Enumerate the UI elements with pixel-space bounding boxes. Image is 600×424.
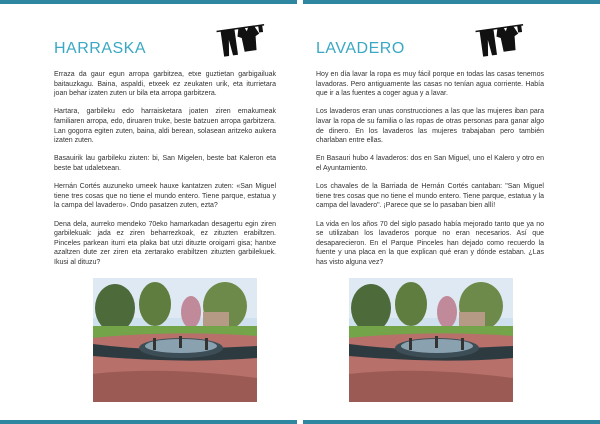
- laundry-line-icon: [475, 14, 527, 66]
- paragraph: Hartara, garbileku edo harraisketara joaten ziren emakumeak familiaren arropa, edo, diruaren truke, beste batzuen arropa garbitzera. Lan gogorra egiten zuten, baina, aldi berean, solasean aritzeko aukera izaten zuten.: [54, 108, 276, 145]
- paragraph: La vida en los años 70 del siglo pasado había mejorado tanto que ya no se utilizaban los lavaderos porque no eran necesarios. Así que desaparecieron. En el Parque Pinceles han dejado como recuerdo la fuente y una placa en la que explican qué eran y dónde estaban. ¿Las has visto alguna vez?: [316, 220, 544, 266]
- paragraph: En Basauri hubo 4 lavaderos: dos en San Miguel, uno el Kalero y otro en el Ayuntamiento.: [316, 155, 544, 172]
- page-title: HARRASKA: [54, 40, 147, 57]
- page-spanish: [303, 4, 600, 420]
- paragraph: Los chavales de la Barriada de Hernán Cortés cantaban: "San Miguel tiene tres cosas que no tiene el mundo entero. Tiene parque, estatua y la campa del lavadero". ¡Parece que se lo pasaban bien allí!: [316, 183, 544, 210]
- lavadero-fountain-photo: [349, 278, 513, 402]
- page-body: [54, 70, 276, 276]
- paragraph: Erraza da gaur egun arropa garbitzea, etxe guztietan garbigailuak baitauzkagu. Baina, aspaldi, etxeek ez zeukaten urik, eta iturrietara joan behar izaten zuten ur bila eta arropa garbitzera.: [54, 71, 276, 98]
- paragraph: Los lavaderos eran unas construcciones a las que las mujeres iban para lavar la ropa de su familia o las ropas de otras personas para ganar algo de dinero. En los lavaderos las mujeres trabajaban pero también charlaban entre ellas.: [316, 108, 544, 145]
- page-title: LAVADERO: [316, 40, 405, 57]
- page-basque: [0, 4, 297, 420]
- paragraph: Basauirik lau garbileku ziuten: bi, San Migelen, beste bat Kaleron eta beste bat udaletxean.: [54, 155, 276, 172]
- paragraph: Hernán Cortés auzuneko umeek hauxe kantatzen zuten: «San Miguel tiene tres cosas que no tiene el mundo entero. Tiene parque, estatua y la campa del lavadero». Ondo pasatzen zuten, ezta?: [54, 183, 276, 210]
- page-body: [316, 70, 544, 276]
- laundry-line-icon: [216, 14, 268, 66]
- paragraph: Dena dela, aurreko mendeko 70eko hamarkadan desagertu egin ziren garbilekuak: jada ez ziren beharrezkoak, ez zituzten erabiltzen. Pinceles parkean iturri eta plaka bat utzi dituzte oroigarri gisa; hantxe azaltzen dute zer ziren eta zertarako erabiltzen zituzten garbilekuek. Ikusi al dituzu?: [54, 220, 276, 266]
- lavadero-fountain-photo: [93, 278, 257, 402]
- paragraph: Hoy en día lavar la ropa es muy fácil porque en todas las casas tenemos lavadoras. Pero antiguamente las casas no tenían agua corriente. Había que ir a las fuentes a coger agua y a lavar.: [316, 71, 544, 98]
- page-gutter-bottom: [297, 420, 303, 424]
